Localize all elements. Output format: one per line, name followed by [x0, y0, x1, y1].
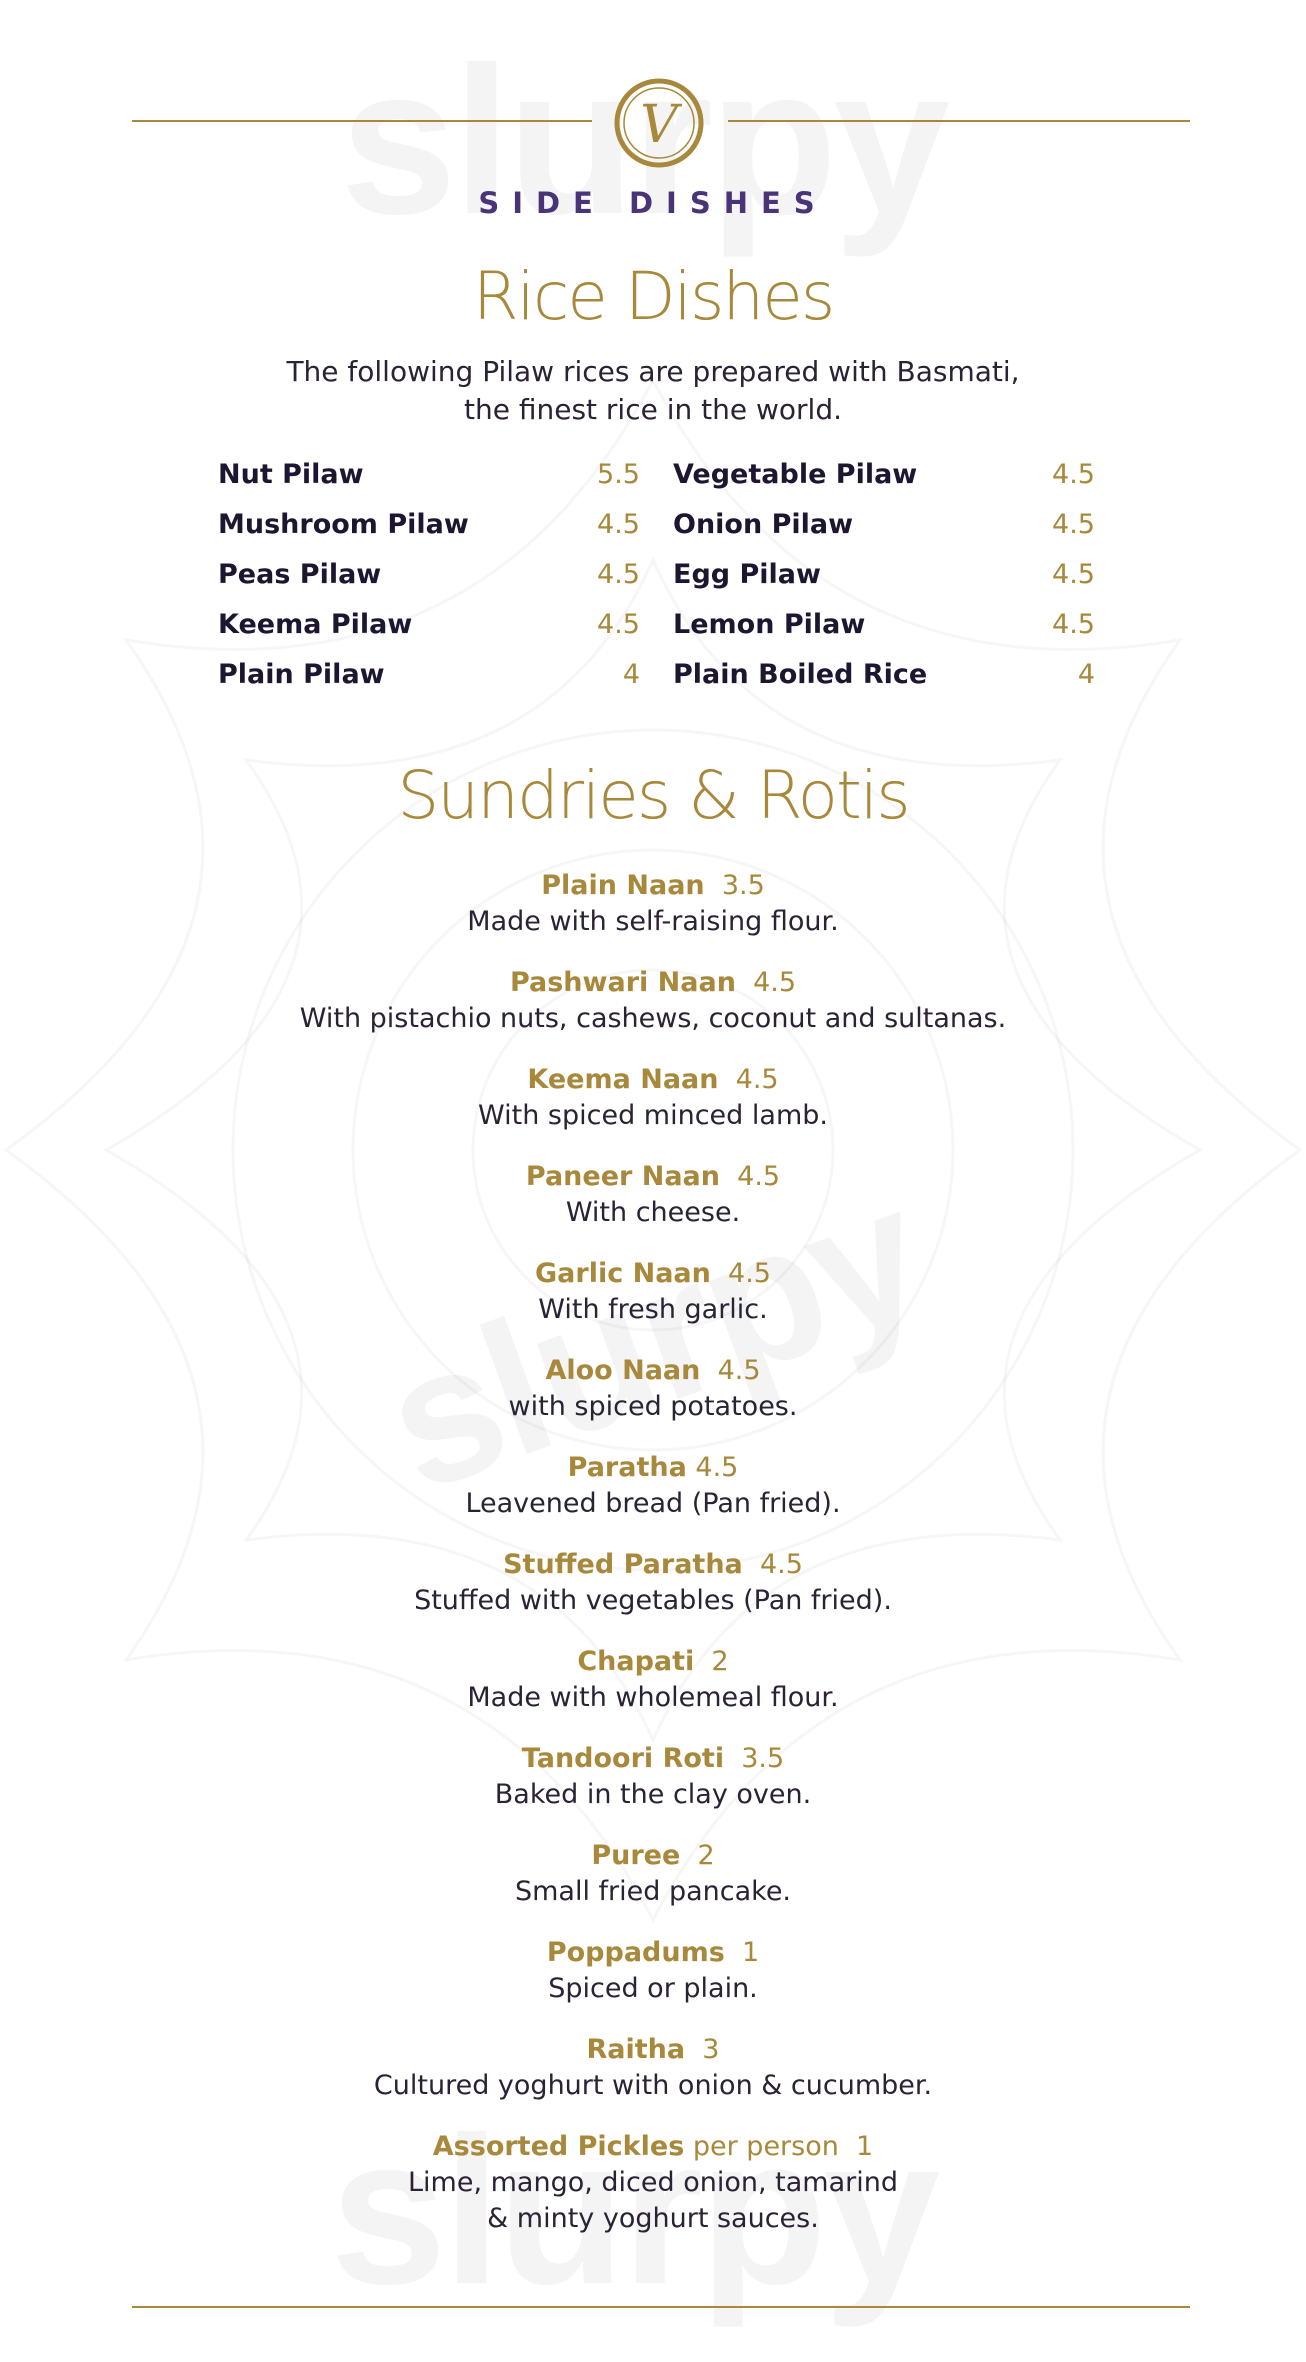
sundry-description: Lime, mango, diced onion, tamarind [408, 2167, 898, 2198]
sundry-name: Assorted Pickles [432, 2131, 685, 2162]
sundry-title [0, 1547, 1306, 1583]
rice-item-price: 4.5 [1052, 559, 1095, 590]
rice-item-name: Vegetable Pilaw [673, 459, 918, 490]
sundry-price: 3.5 [721, 870, 765, 901]
rice-item-price: 4.5 [597, 609, 640, 640]
rice-item [673, 555, 1095, 605]
sundry-item [0, 2032, 1306, 2129]
sundry-title [0, 1159, 1306, 1195]
sundry-name: Garlic Naan [535, 1258, 711, 1289]
sundry-price: 4.5 [735, 1064, 779, 1095]
sundry-title [0, 1741, 1306, 1777]
sundry-item [0, 1450, 1306, 1547]
sundry-description: With fresh garlic. [538, 1294, 768, 1325]
sundry-item [0, 1062, 1306, 1159]
rice-item [218, 655, 640, 705]
sundry-name: Keema Naan [527, 1064, 719, 1095]
rice-dishes-heading: Rice Dishes [472, 258, 834, 335]
sundries-heading: Sundries & Rotis [397, 757, 909, 834]
sundry-title [0, 1450, 1306, 1486]
sundry-name: Raitha [586, 2034, 686, 2065]
rice-item-name: Egg Pilaw [673, 559, 821, 590]
sundry-item [0, 1547, 1306, 1644]
restaurant-logo [612, 76, 706, 170]
sundry-price: 1 [856, 2131, 874, 2162]
rice-item [673, 605, 1095, 655]
sundry-name: Stuffed Paratha [503, 1549, 743, 1580]
sundry-price: 1 [741, 1937, 760, 1968]
sundry-name: Paratha [567, 1452, 687, 1483]
sundry-price: 3.5 [741, 1743, 785, 1774]
sundry-description: Stuffed with vegetables (Pan fried). [414, 1585, 892, 1616]
rice-item-price: 4.5 [1052, 609, 1095, 640]
sundry-title [0, 2032, 1306, 2068]
sundry-price: 4.5 [737, 1161, 781, 1192]
sundry-name: Poppadums [546, 1937, 725, 1968]
sundry-price: 4.5 [728, 1258, 771, 1289]
sundry-item [0, 1256, 1306, 1353]
sundry-name: Aloo Naan [545, 1355, 701, 1386]
rice-item [673, 655, 1095, 705]
sundry-description: Spiced or plain. [548, 1973, 758, 2004]
header-divider-left [132, 120, 592, 122]
rice-item-name: Plain Pilaw [218, 659, 385, 690]
sundry-item [0, 1741, 1306, 1838]
sundry-name: Plain Naan [541, 870, 705, 901]
sundry-description: With spiced minced lamb. [478, 1100, 828, 1131]
sundry-description: Made with self-raising flour. [467, 906, 839, 937]
sundry-item [0, 965, 1306, 1062]
sundry-description: Cultured yoghurt with onion & cucumber. [373, 2070, 933, 2101]
rice-intro-line: the finest rice in the world. [463, 393, 842, 426]
rice-item-name: Keema Pilaw [218, 609, 413, 640]
sundry-price: 4.5 [695, 1452, 739, 1483]
sundry-name: Paneer Naan [525, 1161, 720, 1192]
sundry-price: 2 [697, 1840, 715, 1871]
rice-item-name: Onion Pilaw [673, 509, 854, 540]
sundry-title [0, 965, 1306, 1001]
rice-list-left [218, 455, 640, 705]
rice-item-price: 4 [622, 659, 640, 690]
logo-letter: V [640, 95, 678, 155]
sundry-name: Puree [591, 1840, 681, 1871]
sundry-unit: per person [692, 2131, 839, 2162]
rice-item-price: 4.5 [597, 559, 640, 590]
sundry-description: Small fried pancake. [514, 1876, 792, 1907]
sundry-title [0, 1644, 1306, 1680]
sundry-item [0, 2129, 1306, 2249]
sundry-price: 4.5 [759, 1549, 803, 1580]
sundry-name: Pashwari Naan [509, 967, 736, 998]
sundry-description: With pistachio nuts, cashews, coconut and sultanas. [299, 1003, 1007, 1034]
sundry-title [0, 868, 1306, 904]
rice-item-price: 4.5 [597, 509, 640, 540]
rice-item-price: 4.5 [1052, 459, 1095, 490]
rice-item-price: 4.5 [1052, 509, 1095, 540]
sundry-item [0, 1644, 1306, 1741]
sundry-description: Made with wholemeal flour. [467, 1682, 839, 1713]
sundry-title [0, 1838, 1306, 1874]
sundry-title [0, 2129, 1306, 2165]
rice-item [218, 605, 640, 655]
rice-item-name: Plain Boiled Rice [673, 659, 928, 690]
sundry-item [0, 1935, 1306, 2032]
rice-item [218, 555, 640, 605]
sundries-list [0, 868, 1306, 2249]
sundry-description: Baked in the clay oven. [494, 1779, 812, 1810]
sundry-item [0, 868, 1306, 965]
sundry-name: Chapati [577, 1646, 695, 1677]
rice-item-name: Nut Pilaw [218, 459, 364, 490]
rice-item [673, 455, 1095, 505]
sundry-name: Tandoori Roti [521, 1743, 725, 1774]
rice-list-right [673, 455, 1095, 705]
sundry-price: 4.5 [717, 1355, 761, 1386]
sundry-description: With cheese. [565, 1197, 741, 1228]
rice-item [218, 505, 640, 555]
header-divider-right [728, 120, 1190, 122]
sundry-description: Leavened bread (Pan fried). [465, 1488, 841, 1519]
rice-item-name: Lemon Pilaw [673, 609, 866, 640]
sundry-price: 4.5 [753, 967, 797, 998]
rice-intro [0, 353, 1306, 429]
sundry-title [0, 1935, 1306, 1971]
rice-intro-line: The following Pilaw rices are prepared with Basmati, [286, 355, 1020, 388]
sundry-item [0, 1353, 1306, 1450]
rice-item [218, 455, 640, 505]
rice-item-name: Mushroom Pilaw [218, 509, 469, 540]
rice-item-name: Peas Pilaw [218, 559, 382, 590]
sundry-description: & minty yoghurt sauces. [487, 2203, 819, 2234]
sundry-item [0, 1159, 1306, 1256]
sundry-title [0, 1256, 1306, 1292]
sundry-price: 2 [711, 1646, 729, 1677]
sundry-title [0, 1062, 1306, 1098]
sundry-item [0, 1838, 1306, 1935]
footer-divider [132, 2306, 1190, 2308]
rice-item [673, 505, 1095, 555]
sundry-price: 3 [702, 2034, 720, 2065]
rice-item-price: 4 [1077, 659, 1095, 690]
section-label: SIDE DISHES [478, 186, 828, 220]
sundry-description: with spiced potatoes. [508, 1391, 798, 1422]
rice-item-price: 5.5 [597, 459, 640, 490]
sundry-title [0, 1353, 1306, 1389]
